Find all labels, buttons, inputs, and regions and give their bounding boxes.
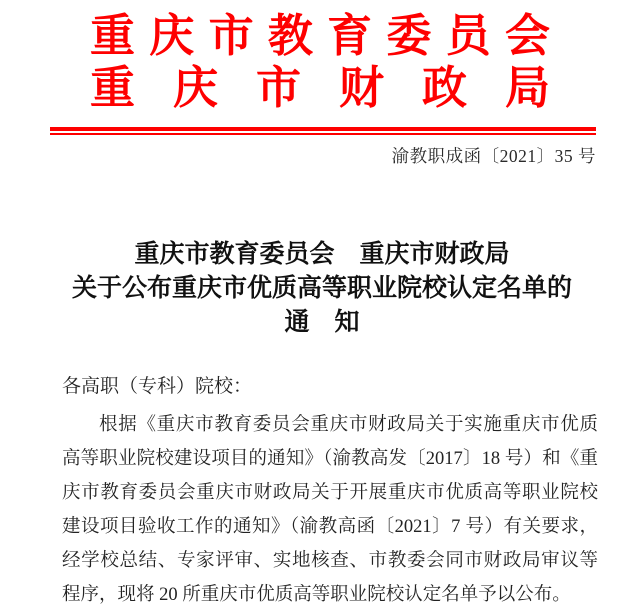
red-separator-rule bbox=[50, 127, 596, 135]
paragraph-line: 庆市教育委员会重庆市财政局关于开展重庆市优质高等职业院校 bbox=[62, 483, 598, 503]
body-paragraph bbox=[62, 408, 598, 612]
document-title-line2: 关于公布重庆市优质高等职业院校认定名单的 bbox=[71, 275, 572, 302]
paragraph-line: 经学校总结、专家评审、实地核查、市教委会同市财政局审议等 bbox=[62, 551, 598, 571]
red-rule-thin-bar bbox=[50, 133, 596, 135]
paragraph-line: 建设项目验收工作的通知》（渝教高函〔2021〕7 号）有关要求， bbox=[62, 517, 598, 537]
salutation: 各高职（专科）院校： bbox=[62, 376, 253, 397]
document-reference-number: 渝教职成函〔2021〕35 号 bbox=[391, 146, 596, 166]
issuing-org-line2: 重庆市财政局 bbox=[90, 63, 550, 113]
document-title bbox=[0, 238, 644, 340]
paragraph-line: 程序，现将 20 所重庆市优质高等职业院校认定名单予以公布。 bbox=[62, 585, 571, 605]
document-title-line1: 重庆市教育委员会 重庆市财政局 bbox=[134, 241, 510, 268]
letterhead bbox=[90, 10, 550, 114]
paragraph-line: 根据《重庆市教育委员会重庆市财政局关于实施重庆市优质 bbox=[99, 415, 598, 435]
red-rule-thick-bar bbox=[50, 127, 596, 131]
document-title-line3: 通 知 bbox=[284, 309, 360, 336]
paragraph-line: 高等职业院校建设项目的通知》（渝教高发〔2017〕18 号）和《重 bbox=[62, 449, 598, 469]
issuing-org-line1: 重庆市教育委员会 bbox=[90, 11, 550, 61]
